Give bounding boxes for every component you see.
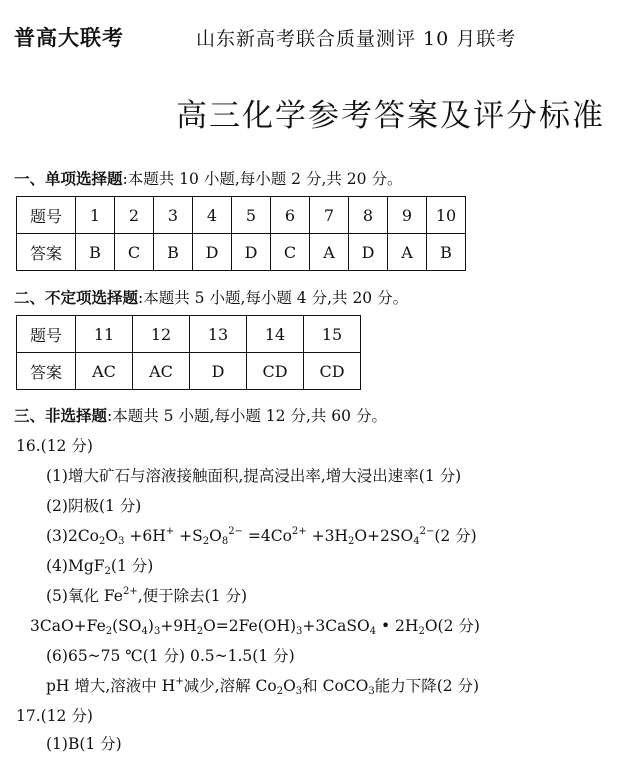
page-title: 高三化学参考答案及评分标准 [176,98,605,134]
table2-number: 12 [133,316,190,353]
section1-title: 一、单项选择题 [14,170,123,188]
table2-number: 14 [247,316,304,353]
header-exam-name: 山东新高考联合质量测评 10 月联考 [196,28,517,50]
q17-label: 17.(12 分) [16,707,93,725]
table1-number: 7 [310,197,349,234]
table1-row-label: 答案 [17,234,76,271]
table1-answer: C [115,234,154,271]
header-brand: 普高大联考 [14,26,124,50]
table1-answer: D [193,234,232,271]
section3-heading [14,404,387,426]
table2-number-row [17,316,361,353]
table2-row-label: 答案 [17,353,76,390]
section3-title: 三、非选择题 [14,407,108,425]
table1-number: 9 [388,197,427,234]
section1-heading [14,167,402,189]
q16-answer-2: (2)阴极(1 分) [46,497,142,515]
q16-answer-1: (1)增大矿石与溶液接触面积,提高浸出率,增大浸出速率(1 分) [46,467,462,485]
table2-number: 15 [304,316,361,353]
table1-answer: A [388,234,427,271]
table1-number: 6 [271,197,310,234]
table1-answer: B [154,234,193,271]
answer-table-1 [16,196,466,271]
q17-answer-1: (1)B(1 分) [46,735,122,753]
table1-number: 2 [115,197,154,234]
section2-heading [14,286,408,308]
section3-desc: :本题共 5 小题,每小题 12 分,共 60 分。 [107,407,387,425]
table1-number-row [17,197,466,234]
table1-number: 1 [76,197,115,234]
table1-answer: B [427,234,466,271]
section2-title: 二、不定项选择题 [14,289,139,307]
table1-answer: C [271,234,310,271]
table1-answer: A [310,234,349,271]
q16-answer-5-equation: $3CaO+Fe_2(SO_4)_3+9H_2O=2Fe(OH)_3+3CaSO_4$ • $2H_2O(2$ 分) [30,617,480,637]
section2-desc: :本题共 5 小题,每小题 4 分,共 20 分。 [138,289,409,307]
table2-answer: D [190,353,247,390]
table2-row-label: 题号 [17,316,76,353]
table2-answer: CD [247,353,304,390]
table1-row-label: 题号 [17,197,76,234]
table1-answer: D [349,234,388,271]
answer-table-2 [16,315,361,390]
table2-number: 11 [76,316,133,353]
q16-answer-3: $(3)2Co_2O_3 +6H^+ +S_2O_8^{2-} =4Co^{2+} +3H_2O+2SO_4^{2-}(2$ 分) [46,526,477,547]
q16-answer-4: (4)MgF$_2$(1 分) [46,557,154,577]
table1-number: 8 [349,197,388,234]
section1-desc: :本题共 10 小题,每小题 2 分,共 20 分。 [122,170,403,188]
table1-answer: B [76,234,115,271]
table2-answer: AC [76,353,133,390]
q16-answer-5: (5)氧化 $Fe^{2+}$,便于除去(1 分) [46,586,248,605]
table1-answer-row [17,234,466,271]
table2-number: 13 [190,316,247,353]
table1-answer: D [232,234,271,271]
table1-number: 10 [427,197,466,234]
table2-answer-row [17,353,361,390]
q16-label: 16.(12 分) [16,437,93,455]
table1-number: 4 [193,197,232,234]
q16-answer-6-explanation: pH 增大,溶液中 H+减少,溶解 $Co_2O_3$和 CoCO$_3$能力下降(2 分) [46,676,480,697]
table1-number: 3 [154,197,193,234]
table2-answer: CD [304,353,361,390]
table2-answer: AC [133,353,190,390]
table1-number: 5 [232,197,271,234]
q16-answer-6: (6)65~75 ℃(1 分) 0.5~1.5(1 分) [46,647,295,665]
